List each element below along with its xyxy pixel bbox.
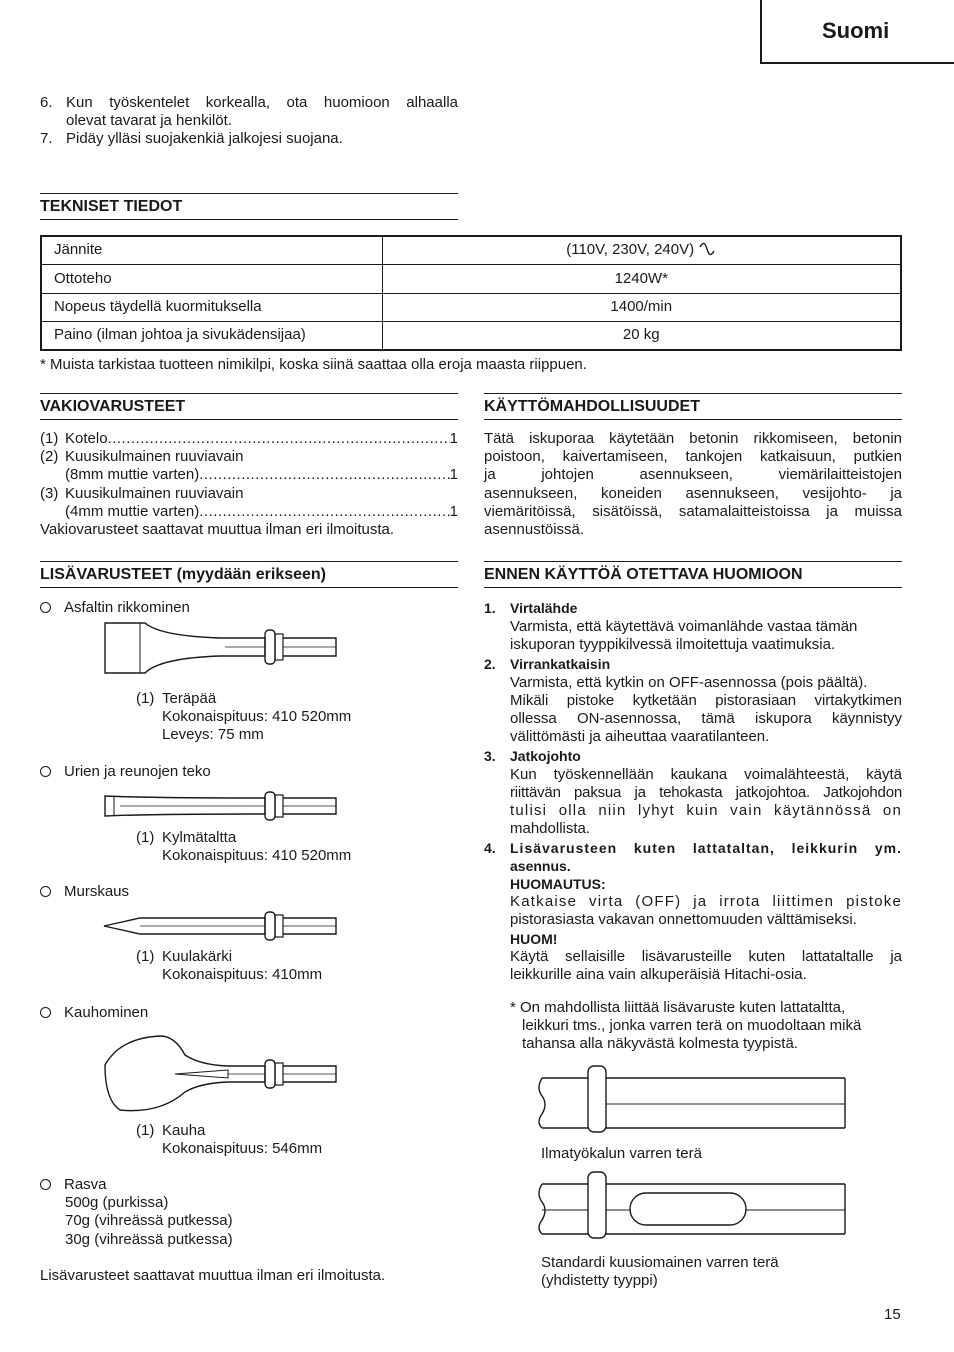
hex-shank-icon [532, 1170, 852, 1240]
bullet-circle-icon [40, 602, 51, 613]
language-label: Suomi [822, 18, 890, 43]
accessory-asphalt-title: Asfaltin rikkominen [40, 599, 190, 617]
accessory-shovel-desc: (1) Kauha Kokonaispituus: 546mm [136, 1122, 323, 1158]
optional-heading: LISÄVARUSTEET (myydään erikseen) [40, 561, 458, 588]
list-item: (2) Kuusikulmainen ruuviavain (8mm muttie varten) ..... 1 [40, 448, 458, 484]
list-item: (1) Kotelo ..... 1 [40, 430, 458, 448]
list-item: 4. Lisävarusteen kuten lattataltan, leikkurin ym. asennus. HUOMAUTUS: Katkaise virta (OFF) ja irrota liittimen pistoke pistorasiasta vakavan onnettomuuden välttämiseksi. HUOM! Käytä sellaisille lisävarusteille kuten lattataltalle ja leikkurille aina vain alkuperäisiä Hitachi-osia. [484, 839, 902, 984]
table-row: Jännite (110V, 230V, 240V) [41, 236, 901, 265]
standard-list [40, 430, 458, 539]
tech-heading: TEKNISET TIEDOT [40, 193, 458, 220]
bullet-circle-icon [40, 886, 51, 897]
list-item: 3. Jatkojohto Kun työskennellään kaukana voimalähteestä, käytä riittävän paksua ja tehokasta jatkojohtoa. Jatkojohdon tulisi olla niin lyhyt kuin vain käytännössä on mahdollista. [484, 747, 902, 838]
spec-table [40, 235, 902, 351]
bullet-circle-icon [40, 766, 51, 777]
accessory-shovel-title: Kauhominen [40, 1004, 148, 1022]
asphalt-cutter-icon [100, 618, 360, 678]
usage-heading: KÄYTTÖMAHDOLLISUUDET [484, 393, 902, 420]
standard-note: Vakiovarusteet saattavat muuttua ilman eri ilmoitusta. [40, 521, 395, 539]
accessory-grease: Rasva 500g (purkissa) 70g (vihreässä putkessa) 30g (vihreässä putkessa) [40, 1176, 233, 1249]
page-number: 15 [884, 1306, 901, 1323]
bull-point-icon [100, 910, 360, 942]
shank2-caption: Standardi kuusiomainen varren terä (yhdistetty tyyppi) [541, 1254, 779, 1290]
language-tab [760, 0, 954, 64]
safety-list [40, 94, 458, 149]
accessory-groove-title: Urien ja reunojen teko [40, 763, 211, 781]
standard-heading: VAKIOVARUSTEET [40, 393, 458, 420]
bullet-circle-icon [40, 1007, 51, 1018]
before-use-heading: ENNEN KÄYTTÖÄ OTETTAVA HUOMIOON [484, 561, 902, 588]
tech-footnote: * Muista tarkistaa tuotteen nimikilpi, koska siinä saattaa olla eroja maasta riippuen. [40, 356, 587, 373]
bullet-circle-icon [40, 1179, 51, 1190]
table-row: Nopeus täydellä kuormituksella 1400/min [41, 293, 901, 322]
accessory-asphalt-desc: (1) Teräpää Kokonaispituus: 410 520mm Leveys: 75 mm [136, 690, 352, 744]
accessory-groove-desc: (1) Kylmätaltta Kokonaispituus: 410 520mm [136, 829, 352, 865]
list-item: 1. Virtalähde Varmista, että käytettävä voimanlähde vastaa tämän iskuporan tyyppikilvessä ilmoitettuja vaatimuksia. [484, 600, 858, 654]
list-item: (3) Kuusikulmainen ruuviavain (4mm muttie varten) ..... 1 [40, 485, 458, 521]
cold-chisel-icon [100, 790, 360, 822]
table-row: Paino (ilman johtoa ja sivukädensijaa) 20 kg [41, 322, 901, 351]
shank-footnote: * On mahdollista liittää lisävaruste kuten lattataltta, leikkuri tms., jonka varren terä on muodoltaan mikä tahansa alla näkyvästä kolmesta tyypistä. [510, 999, 862, 1053]
accessory-crush-title: Murskaus [40, 883, 129, 901]
list-item: 2. Virrankatkaisin Varmista, että kytkin on OFF-asennossa (pois päältä). Mikäli pistoke kytketään pistorasiaan virtakytkimen ollessa ON-asennossa, tämä iskupora käynnistyy välittömästi ja aiheuttaa vaaratilanteen. [484, 655, 902, 746]
air-tool-shank-icon [532, 1064, 852, 1134]
before-use-list [484, 599, 902, 984]
usage-text: Tätä iskuporaa käytetään betonin rikkomiseen, betonin poistoon, kaivertamiseen, tankojen katkaisuun, putkien ja johtojen asennukseen, viemärilaitteistojen asennukseen, koneiden asennukseen, vesijohto- ja viemäritöissä, sisätöissä, satamalaitteistoissa ja muissa asennustöissä. [484, 430, 902, 539]
list-item: 6. Kun työskentelet korkealla, ota huomioon alhaalla olevat tavarat ja henkilöt. [40, 94, 458, 130]
accessory-crush-desc: (1) Kuulakärki Kokonaispituus: 410mm [136, 948, 323, 984]
shovel-icon [100, 1030, 360, 1120]
optional-note: Lisävarusteet saattavat muuttua ilman eri ilmoitusta. [40, 1267, 386, 1284]
table-row: Ottoteho 1240W* [41, 265, 901, 294]
shank1-caption: Ilmatyökalun varren terä [541, 1145, 702, 1162]
list-item: 7. Pidäy ylläsi suojakenkiä jalkojesi suojana. [40, 130, 343, 148]
ac-symbol-icon [698, 242, 716, 256]
